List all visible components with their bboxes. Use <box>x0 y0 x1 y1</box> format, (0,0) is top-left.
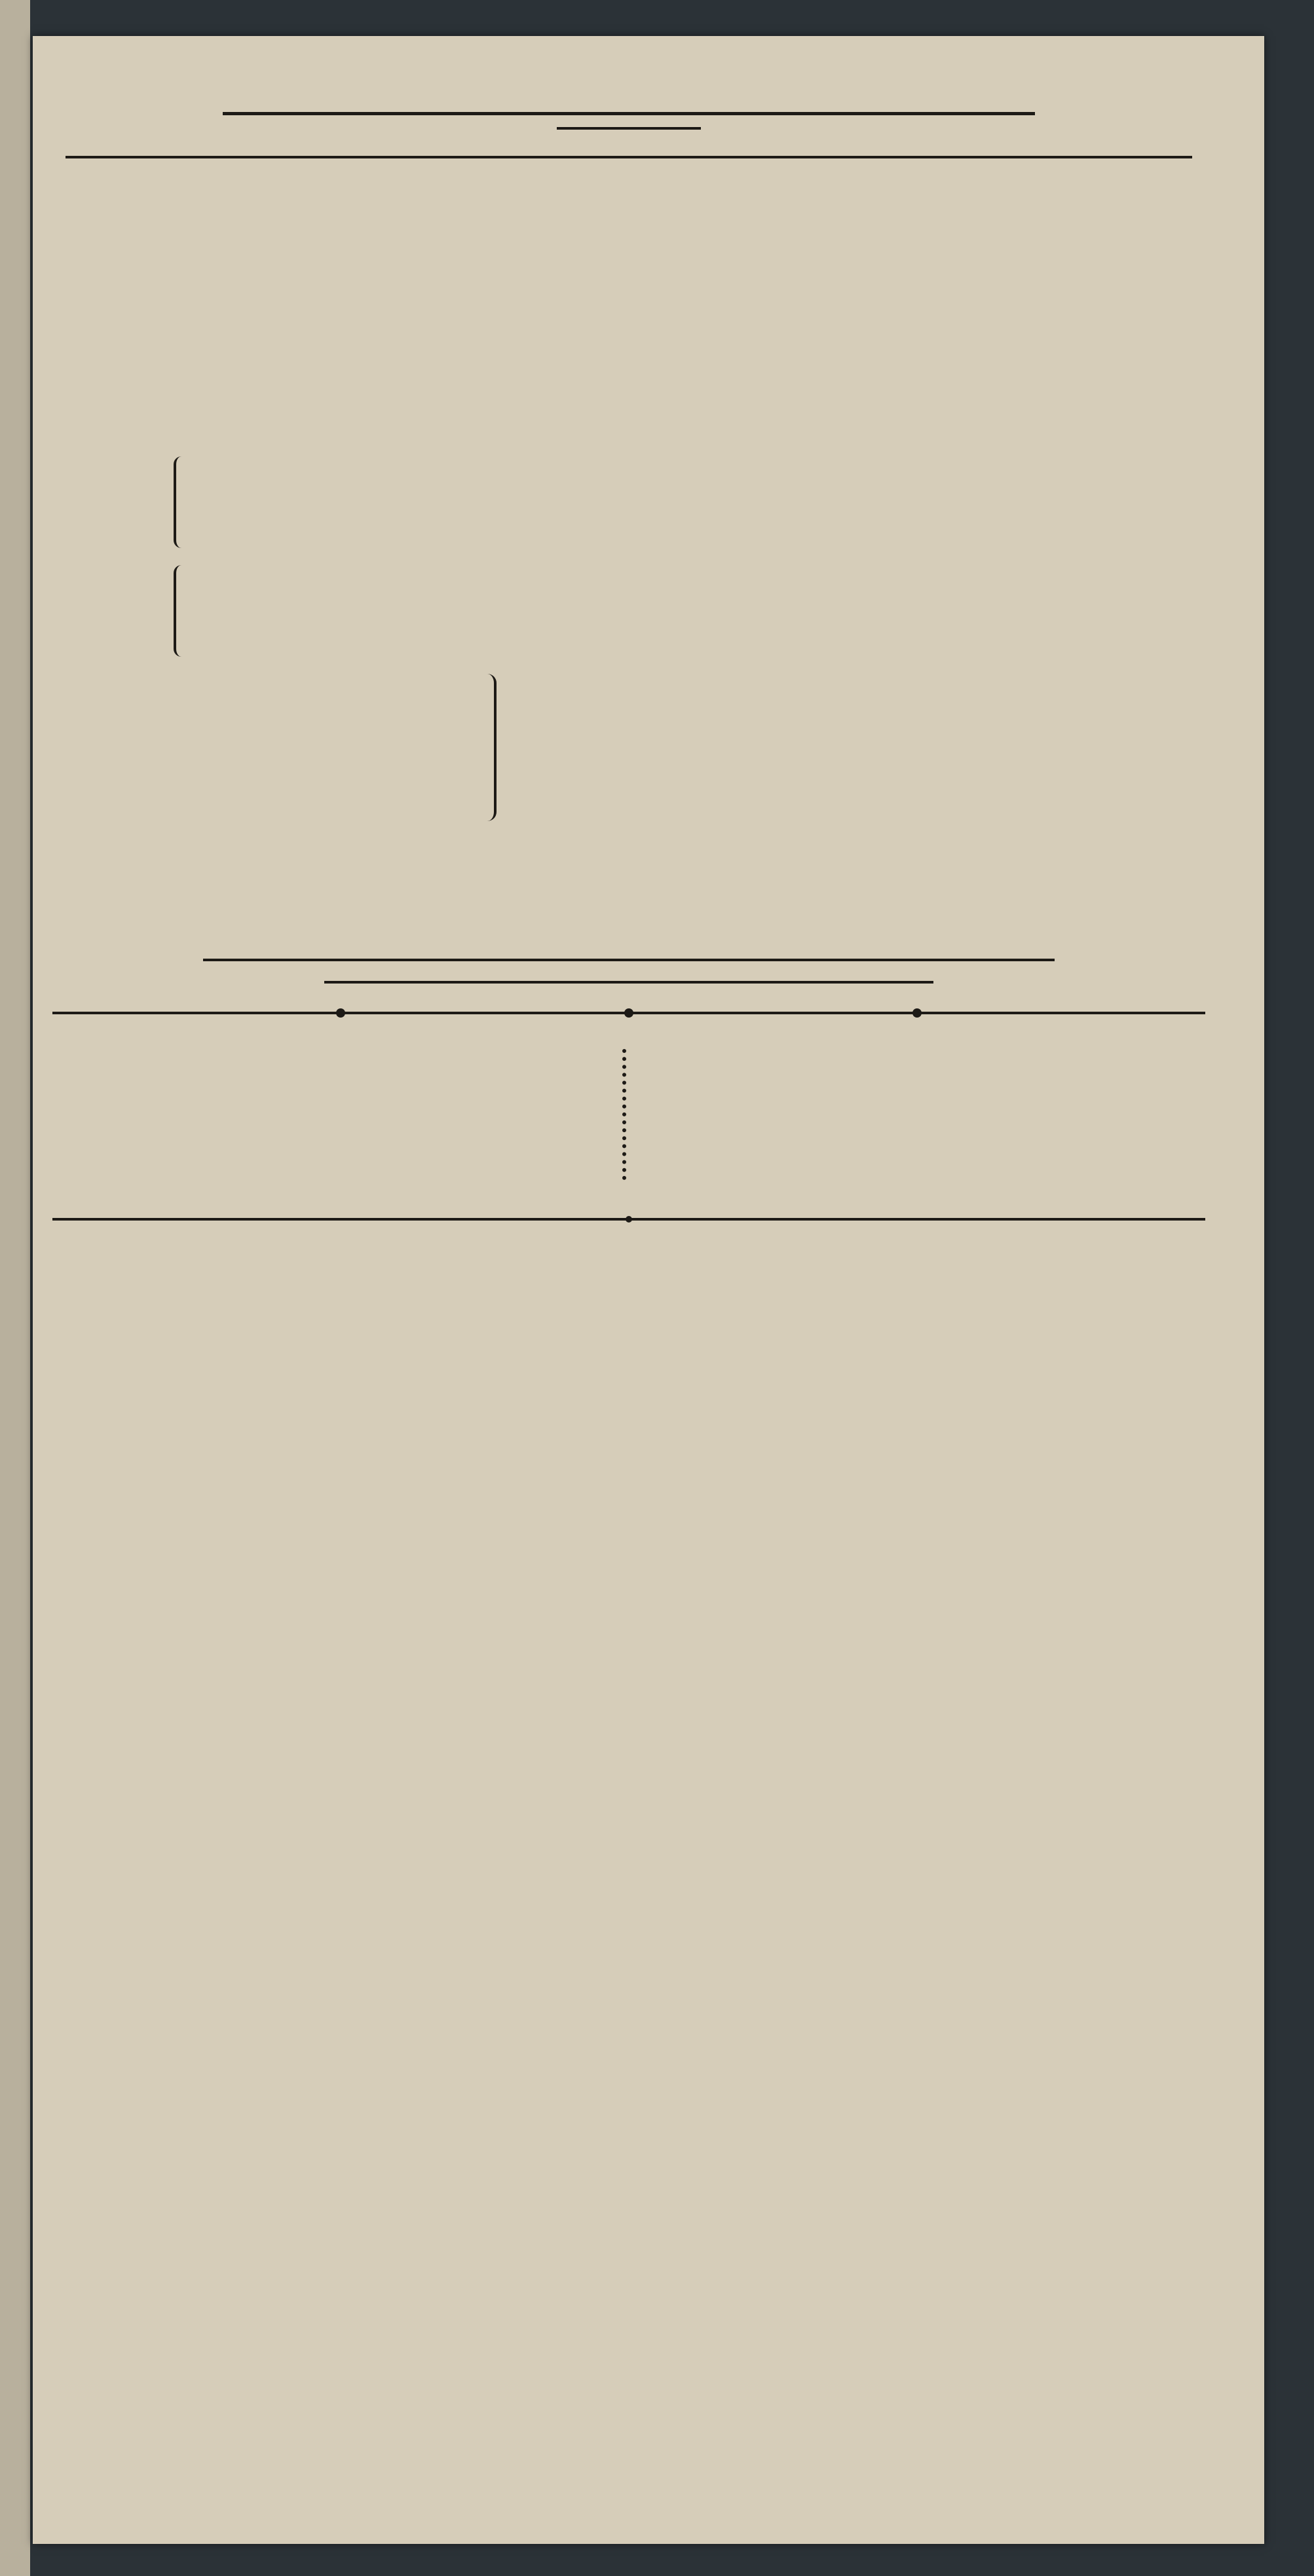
cast-list <box>52 178 1205 939</box>
playbill-page <box>33 36 1264 2544</box>
double-rule <box>52 1213 1205 1226</box>
extras-line <box>52 885 1205 939</box>
cast-group-chamberlains <box>52 450 1205 559</box>
binding-strip <box>0 0 30 2576</box>
cast-row <box>52 232 1205 287</box>
short-rule <box>557 127 701 130</box>
cast-row <box>52 287 1205 341</box>
cast-row <box>52 396 1205 450</box>
header-rule <box>223 112 1035 115</box>
dotted-divider <box>52 1003 1205 1023</box>
section-rule <box>203 959 1055 961</box>
bottom-ornament-border <box>33 2488 1264 2534</box>
cast-group-mastersingers <box>52 559 1205 667</box>
cast-group-citizens <box>52 667 1205 830</box>
cast-row <box>52 178 1205 232</box>
extras-line <box>52 830 1205 885</box>
price-divider <box>622 1049 631 1180</box>
brace <box>478 674 497 821</box>
short-rule <box>324 981 933 984</box>
signature-block <box>52 1311 1205 1442</box>
brace <box>174 565 189 657</box>
schedule-line <box>52 1239 1205 1298</box>
brace <box>174 456 189 548</box>
cast-row <box>52 341 1205 396</box>
top-ornament-border <box>33 49 1264 95</box>
right-ornament-border <box>1213 95 1259 2485</box>
section-rule <box>66 156 1192 158</box>
playbill-content <box>52 108 1205 1442</box>
price-table <box>52 1042 1205 1193</box>
